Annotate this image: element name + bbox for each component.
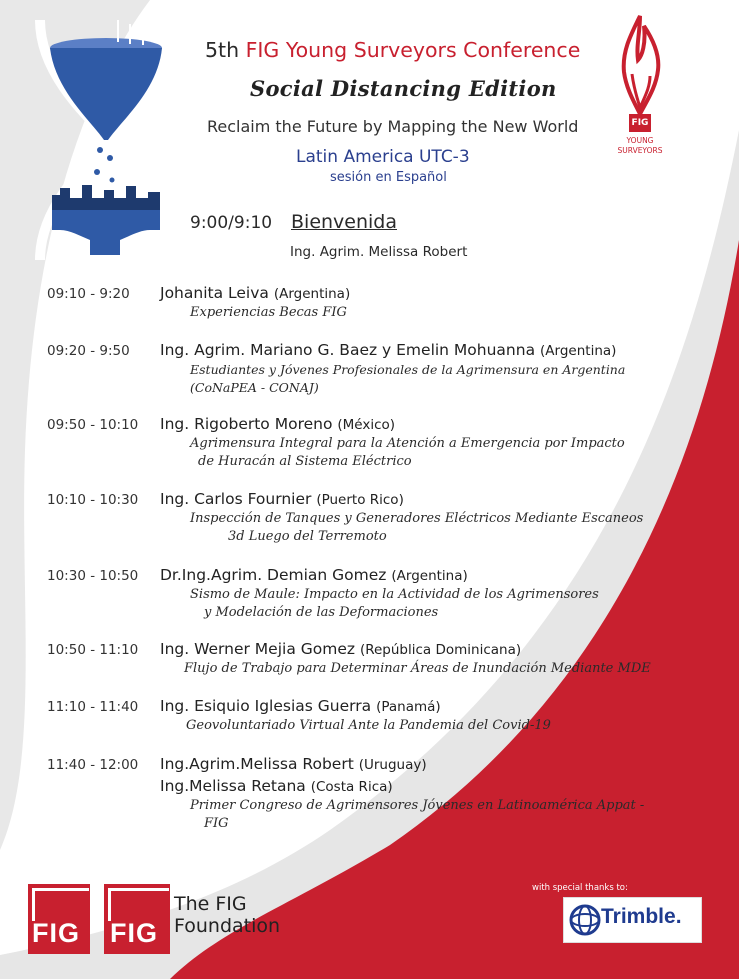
item-talk: Agrimensura Integral para la Atención a Emergencia por Impacto de Huracán al Sistema Eléctrico bbox=[190, 436, 625, 469]
item-talk: Geovoluntariado Virtual Ante la Pandemia del Covid-19 bbox=[186, 718, 551, 733]
item-time: 10:50 - 11:10 bbox=[47, 642, 139, 658]
item-speaker: Ing. Werner Mejia Gomez (República Dominicana) bbox=[160, 640, 522, 658]
welcome-speaker: Ing. Agrim. Melissa Robert bbox=[290, 244, 468, 260]
item-speaker: Ing. Rigoberto Moreno (México) bbox=[160, 415, 396, 433]
item-talk: Experiencias Becas FIG bbox=[190, 305, 347, 320]
item-speaker: Ing. Agrim. Mariano G. Baez y Emelin Mohuanna (Argentina) bbox=[160, 341, 617, 359]
fig-foundation-label: The FIG Foundation bbox=[174, 893, 281, 937]
item-speaker: Ing.Agrim.Melissa Robert (Uruguay) bbox=[160, 755, 427, 773]
item-time: 09:50 - 10:10 bbox=[47, 417, 139, 433]
flame-icon bbox=[612, 14, 668, 134]
logo-fig-text: FIG bbox=[631, 118, 649, 128]
logo-young-text: YOUNG bbox=[626, 136, 654, 145]
young-surveyors-logo bbox=[612, 14, 668, 166]
item-talk: Estudiantes y Jóvenes Profesionales de la Agrimensura en Argentina (CoNaPEA - CONAJ) bbox=[190, 362, 626, 395]
item-talk: Sismo de Maule: Impacto en la Actividad de los Agrimensores y Modelación de las Deformaciones bbox=[190, 587, 599, 620]
fig-foundation-logo: FIG bbox=[104, 884, 170, 954]
trimble-wordmark: Trimble. bbox=[601, 905, 682, 928]
item-time: 11:10 - 11:40 bbox=[47, 699, 139, 715]
welcome-title: Bienvenida bbox=[291, 211, 398, 233]
item-talk: Flujo de Trabajo para Determinar Áreas de Inundación Mediante MDE bbox=[184, 661, 651, 676]
item-speaker-2: Ing.Melissa Retana (Costa Rica) bbox=[160, 777, 393, 795]
item-time: 09:20 - 9:50 bbox=[47, 343, 130, 359]
item-speaker: Johanita Leiva (Argentina) bbox=[160, 284, 351, 302]
fig-logo: FIG bbox=[28, 884, 90, 954]
session-language: sesión en Español bbox=[330, 170, 447, 185]
logo-surveyors-text: SURVEYORS bbox=[617, 146, 663, 155]
edition-subtitle: Social Distancing Edition bbox=[250, 76, 557, 101]
item-time: 10:30 - 10:50 bbox=[47, 568, 139, 584]
region-label: Latin America UTC-3 bbox=[296, 147, 470, 167]
special-thanks: with special thanks to: bbox=[532, 883, 628, 893]
tagline: Reclaim the Future by Mapping the New World bbox=[207, 117, 579, 136]
item-speaker: Ing. Esiquio Iglesias Guerra (Panamá) bbox=[160, 697, 441, 715]
item-time: 10:10 - 10:30 bbox=[47, 492, 139, 508]
item-speaker: Dr.Ing.Agrim. Demian Gomez (Argentina) bbox=[160, 566, 468, 584]
conference-title: 5th FIG Young Surveyors Conference bbox=[205, 38, 581, 62]
item-talk: Primer Congreso de Agrimensores Jóvenes en Latinoamérica Appat - FIG bbox=[190, 798, 645, 831]
item-time: 09:10 - 9:20 bbox=[47, 286, 130, 302]
globe-icon bbox=[568, 903, 602, 937]
item-time: 11:40 - 12:00 bbox=[47, 757, 139, 773]
item-talk: Inspección de Tanques y Generadores Eléctricos Mediante Escaneos 3d Luego del Terremoto bbox=[190, 511, 644, 544]
item-speaker: Ing. Carlos Fournier (Puerto Rico) bbox=[160, 490, 404, 508]
welcome-time: 9:00/9:10 bbox=[190, 213, 273, 233]
